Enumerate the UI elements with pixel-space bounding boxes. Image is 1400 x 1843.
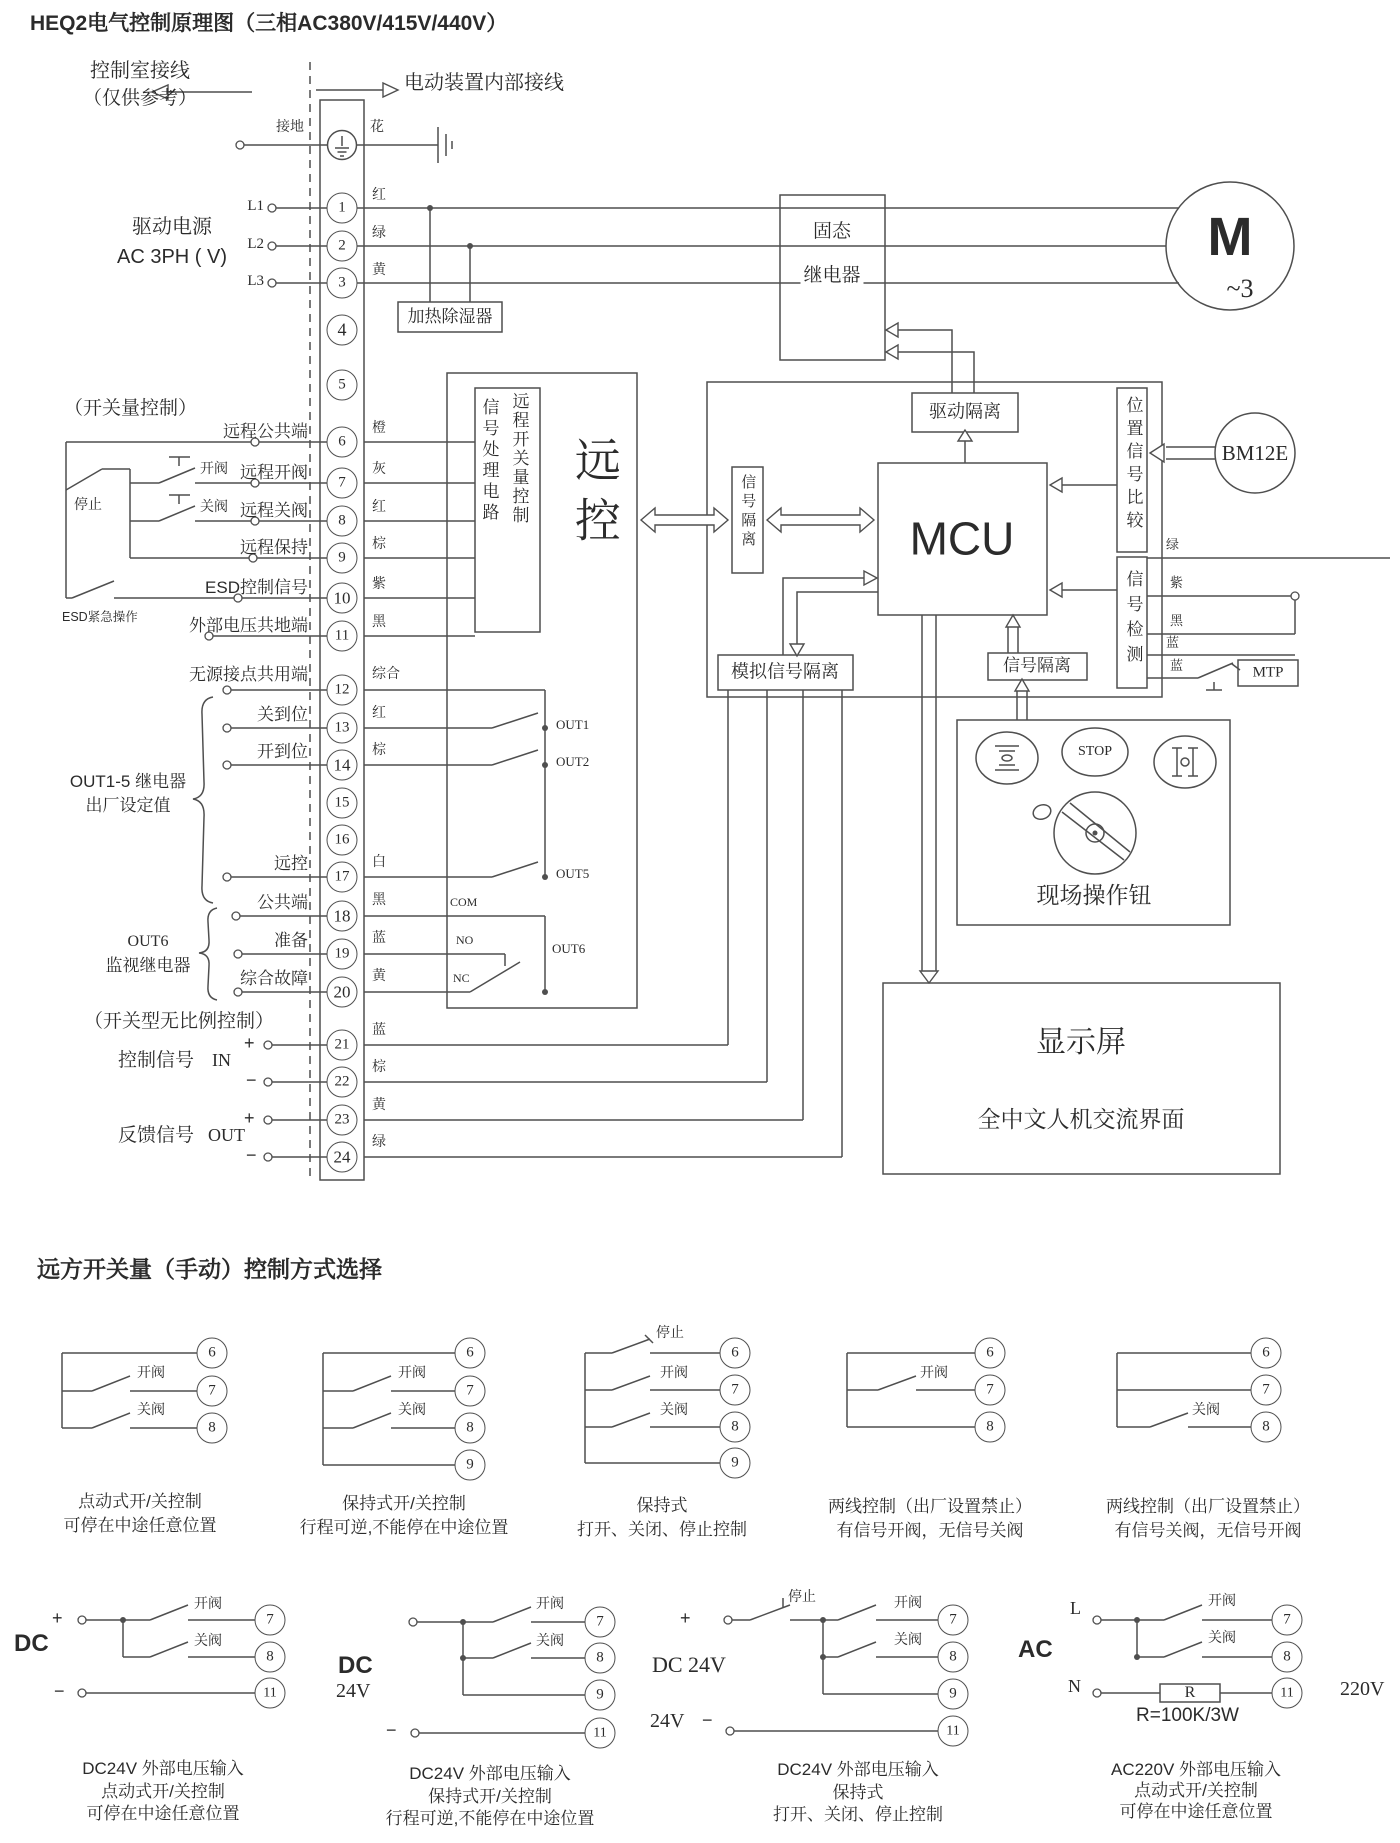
bm12e-label: BM12E <box>1221 440 1289 465</box>
supply-spec: AC 3PH ( V) <box>116 246 228 268</box>
device-wiring-note: 电动装置内部接线 <box>404 72 564 94</box>
label-t18: 公共端 <box>257 893 308 912</box>
wire-color-18: 黑 <box>372 891 386 907</box>
e3-t7: 7 <box>938 1605 969 1636</box>
e1-caption1: DC24V 外部电压输入 <box>82 1759 244 1778</box>
diagram-dc24-holdstop <box>732 1598 939 1731</box>
terminal-6: 6 <box>327 427 358 458</box>
contact-out6: OUT6 <box>552 941 586 956</box>
label-t11: 外部电压共地端 <box>189 616 308 635</box>
phase-l1: L1 <box>247 198 264 214</box>
label-t12: 无源接点共用端 <box>189 665 308 684</box>
d3-caption1: 保持式 <box>636 1496 688 1515</box>
signal-iso-h-label: 信号隔离 <box>1003 656 1071 676</box>
e4-caption1: AC220V 外部电压输入 <box>1110 1760 1282 1779</box>
selector-knob-icon <box>1031 792 1136 874</box>
d4-caption1: 两线控制（出厂设置禁止） <box>828 1497 1032 1516</box>
page-title: HEQ2电气控制原理图（三相AC380V/415V/440V） <box>30 12 508 35</box>
chassis-ground-icon <box>438 127 452 163</box>
diagram-jog <box>62 1353 198 1428</box>
motor-label: M <box>1207 206 1253 267</box>
ssr-label-1: 固态 <box>810 221 854 243</box>
wire-color-21: 蓝 <box>372 1021 386 1037</box>
right-arrow-icon <box>316 83 398 97</box>
d5-t8: 8 <box>1251 1412 1282 1443</box>
terminal-8: 8 <box>327 506 358 537</box>
terminal-20: 20 <box>327 977 358 1008</box>
out6-brace <box>199 908 217 1000</box>
terminal-5: 5 <box>327 370 358 401</box>
esd-switch-label: ESD紧急操作 <box>62 610 138 624</box>
det-color-purple: 紫 <box>1170 575 1184 590</box>
det-color-blue1: 蓝 <box>1166 635 1180 650</box>
plus-21: + <box>244 1033 255 1053</box>
room-wiring-note: 控制室接线 <box>90 60 190 82</box>
d2-t8: 8 <box>455 1413 486 1444</box>
e4-line-label: L <box>1070 1598 1081 1618</box>
wire-color-8: 红 <box>372 498 386 514</box>
det-color-black: 黑 <box>1170 613 1184 628</box>
e4-caption3: 可停在中途任意位置 <box>1119 1802 1273 1821</box>
diagram-dc24-jog <box>86 1605 256 1693</box>
d5-t7: 7 <box>1251 1375 1282 1406</box>
close-switch-label: 关阀 <box>200 498 228 514</box>
e3-caption1: DC24V 外部电压输入 <box>777 1760 939 1779</box>
remote-isolator-double-arrow <box>641 508 728 532</box>
remote-sw-ctl-label: 远程开关量控制 <box>509 392 529 525</box>
e4-neutral-label: N <box>1068 1676 1081 1696</box>
stop-switch-label: 停止 <box>74 496 102 512</box>
d3-close-label: 关阀 <box>660 1401 688 1417</box>
diagram-hold <box>323 1353 456 1465</box>
terminal-23: 23 <box>327 1105 358 1136</box>
out1-5-brace <box>193 697 213 903</box>
mcu-label: MCU <box>909 512 1015 565</box>
prop-section-label: （开关型无比例控制） <box>84 1011 275 1032</box>
d5-t6: 6 <box>1251 1338 1282 1369</box>
e3-open-label: 开阀 <box>894 1594 922 1610</box>
d3-open-label: 开阀 <box>660 1364 688 1380</box>
wire-color-22: 棕 <box>372 1058 386 1074</box>
stop-button-label: STOP <box>1078 743 1112 759</box>
e2-minus: − <box>386 1720 397 1740</box>
wire-color-10: 紫 <box>372 575 386 591</box>
wire-color-3: 黄 <box>372 261 386 277</box>
d2-t7: 7 <box>455 1376 486 1407</box>
open-switch-label: 开阀 <box>200 460 228 476</box>
label-t6: 远程公共端 <box>223 422 308 441</box>
e4-t8: 8 <box>1272 1642 1303 1673</box>
contact-out2: OUT2 <box>556 754 590 769</box>
label-t10: ESD控制信号 <box>205 578 308 597</box>
minus-24: − <box>246 1145 257 1165</box>
wire-color-23: 黄 <box>372 1096 386 1112</box>
d4-t7: 7 <box>975 1375 1006 1406</box>
fb-out-label: OUT <box>208 1125 245 1145</box>
d2-t6: 6 <box>455 1338 486 1369</box>
e1-minus: − <box>54 1681 65 1701</box>
e4-t7: 7 <box>1272 1605 1303 1636</box>
e2-t9: 9 <box>585 1680 616 1711</box>
contact-out5: OUT5 <box>556 866 590 881</box>
phase-l3: L3 <box>247 273 264 289</box>
fb-signal-label: 反馈信号 <box>118 1125 195 1146</box>
e2-t8: 8 <box>585 1643 616 1674</box>
d5-close-label: 关阀 <box>1192 1401 1220 1417</box>
poscmp-to-mcu-arrow <box>1050 478 1117 492</box>
d3-t8: 8 <box>720 1412 751 1443</box>
panel-label: 现场操作钮 <box>1036 882 1152 908</box>
terminal-21: 21 <box>327 1030 358 1061</box>
d4-caption2: 有信号开阀，无信号关阀 <box>836 1521 1024 1540</box>
terminal-4: 4 <box>327 315 358 346</box>
close-button-icon <box>1172 748 1198 776</box>
wire-color-9: 棕 <box>372 535 386 551</box>
section2-title: 远方开关量（手动）控制方式选择 <box>37 1256 382 1282</box>
e1-t11: 11 <box>255 1678 286 1709</box>
label-t13: 关到位 <box>257 705 308 724</box>
e2-t11: 11 <box>585 1718 616 1749</box>
e1-system-label: DC <box>14 1630 49 1657</box>
d1-open-label: 开阀 <box>137 1364 165 1380</box>
d3-caption2: 打开、关闭、停止控制 <box>577 1520 747 1539</box>
label-t17: 远控 <box>274 854 308 873</box>
e3-voltage-label: 24V <box>650 1710 685 1732</box>
label-t14: 开到位 <box>257 742 308 761</box>
e2-caption2: 保持式开/关控制 <box>428 1787 552 1806</box>
phase-l2: L2 <box>247 236 264 252</box>
terminal-14: 14 <box>327 750 358 781</box>
e4-open-label: 开阀 <box>1208 1592 1236 1608</box>
stop-branch <box>66 469 130 558</box>
d1-caption1: 点动式开/关控制 <box>78 1492 202 1511</box>
contact-out1: OUT1 <box>556 717 590 732</box>
mcu-to-drive-iso-arrow <box>958 430 972 463</box>
d5-caption2: 有信号关阀，无信号开阀 <box>1114 1521 1302 1540</box>
room-wiring-note2: （仅供参考） <box>82 88 198 109</box>
terminal-7: 7 <box>327 468 358 499</box>
diagram-dc24-hold <box>417 1607 586 1733</box>
e4-system-label: AC <box>1018 1636 1053 1663</box>
terminal-10: 10 <box>327 583 358 614</box>
e2-close-label: 关阀 <box>536 1632 564 1648</box>
d2-t9: 9 <box>455 1450 486 1481</box>
d3-t6: 6 <box>720 1338 751 1369</box>
e3-stop-label: 停止 <box>788 1588 816 1604</box>
heater-label: 加热除湿器 <box>407 307 493 327</box>
mtp-label: MTP <box>1252 664 1284 681</box>
analog-iso-label: 模拟信号隔离 <box>731 661 839 682</box>
terminal-24: 24 <box>327 1142 358 1173</box>
signal-process-label: 信号处理电路 <box>479 398 499 524</box>
minus-22: − <box>246 1070 257 1090</box>
d4-open-label: 开阀 <box>920 1364 948 1380</box>
wire-color-13: 红 <box>372 704 386 720</box>
e4-voltage-label: 220V <box>1340 1678 1385 1700</box>
wire-color-7: 灰 <box>372 460 386 476</box>
e3-plus: + <box>680 1608 691 1628</box>
terminal-17: 17 <box>327 862 358 893</box>
wire-color-6: 橙 <box>372 419 386 435</box>
e3-t9: 9 <box>938 1679 969 1710</box>
d5-caption1: 两线控制（出厂设置禁止） <box>1106 1497 1310 1516</box>
d4-t8: 8 <box>975 1412 1006 1443</box>
out6-group-label2: 监视继电器 <box>105 956 191 975</box>
terminal-16: 16 <box>327 825 358 856</box>
terminal-11: 11 <box>327 621 358 652</box>
contact-com: COM <box>450 895 478 909</box>
d1-close-label: 关阀 <box>137 1401 165 1417</box>
display-label: 显示屏 <box>1036 1026 1126 1059</box>
e1-t8: 8 <box>255 1642 286 1673</box>
d1-t7: 7 <box>197 1376 228 1407</box>
analog-iso-mcu-arrows <box>783 571 878 656</box>
terminal-3: 3 <box>327 268 358 299</box>
e3-caption2: 保持式 <box>832 1783 884 1802</box>
wire-color-2: 绿 <box>372 224 386 240</box>
plus-23: + <box>244 1108 255 1128</box>
panel-to-sigiso-arrow <box>1015 679 1029 720</box>
e1-caption3: 可停在中途任意位置 <box>86 1804 240 1823</box>
mtp-switch <box>1147 663 1240 690</box>
e1-close-label: 关阀 <box>194 1632 222 1648</box>
out15-group-label1: OUT1-5 继电器 <box>69 772 187 791</box>
e4-resistor-label: R <box>1184 1683 1196 1701</box>
d1-t6: 6 <box>197 1338 228 1369</box>
det-color-green: 绿 <box>1166 537 1180 552</box>
e3-system-label: DC 24V <box>652 1652 726 1677</box>
e3-close-label: 关阀 <box>894 1631 922 1647</box>
out15-group-label2: 出厂设定值 <box>85 796 171 815</box>
out6-group-label1: OUT6 <box>127 933 169 950</box>
mcu-to-display-arrow <box>920 615 938 983</box>
e1-caption2: 点动式开/关控制 <box>101 1782 225 1801</box>
d3-stop-label: 停止 <box>656 1324 684 1340</box>
e4-resistor-value: R=100K/3W <box>1136 1705 1239 1726</box>
signal-iso-v-label: 信号隔离 <box>739 474 757 550</box>
e4-t11: 11 <box>1272 1678 1303 1709</box>
wire-color-12: 综合 <box>372 665 400 681</box>
label-t20: 综合故障 <box>240 969 308 988</box>
d3-t9: 9 <box>720 1448 751 1479</box>
e3-caption3: 打开、关闭、停止控制 <box>773 1805 943 1824</box>
d2-caption2: 行程可逆,不能停在中途位置 <box>299 1518 509 1537</box>
wire-color-14: 棕 <box>372 741 386 757</box>
display-box <box>883 983 1280 1174</box>
bm12e-to-poscmp-arrow <box>1150 444 1215 462</box>
ground-wire-color: 花 <box>370 118 384 134</box>
wire-color-1: 红 <box>372 186 386 202</box>
ctrl-in-label: IN <box>212 1050 231 1070</box>
label-t19: 准备 <box>274 931 308 950</box>
e2-system-label: DC <box>338 1652 373 1679</box>
e3-t8: 8 <box>938 1642 969 1673</box>
ground-terminal-icon <box>328 131 357 160</box>
sigiso-to-mcu-arrow <box>1006 615 1020 653</box>
wire-color-19: 蓝 <box>372 929 386 945</box>
e1-plus: + <box>52 1608 63 1628</box>
d3-t7: 7 <box>720 1375 751 1406</box>
wire-color-24: 绿 <box>372 1133 386 1149</box>
isolator-mcu-double-arrow <box>767 508 874 532</box>
pos-compare-label: 位置信号比较 <box>1123 396 1143 534</box>
d2-caption1: 保持式开/关控制 <box>342 1494 466 1513</box>
e3-t11: 11 <box>938 1716 969 1747</box>
d4-t6: 6 <box>975 1338 1006 1369</box>
diagram-twowire-close <box>1117 1353 1252 1427</box>
e2-voltage-label: 24V <box>336 1680 371 1702</box>
e1-t7: 7 <box>255 1605 286 1636</box>
e2-t7: 7 <box>585 1607 616 1638</box>
e2-open-label: 开阀 <box>536 1595 564 1611</box>
terminal-13: 13 <box>327 713 358 744</box>
e2-caption3: 行程可逆,不能停在中途位置 <box>385 1809 595 1828</box>
motor-phase: ~3 <box>1226 274 1254 304</box>
terminal-22: 22 <box>327 1067 358 1098</box>
open-button <box>976 732 1038 784</box>
wire-color-11: 黑 <box>372 613 386 629</box>
sigdet-to-mcu-arrow <box>1050 583 1117 597</box>
label-t8: 远程关阀 <box>240 501 308 520</box>
diagram-twowire-open <box>847 1353 976 1427</box>
label-t9: 远程保持 <box>240 538 308 557</box>
ssr-label-2: 继电器 <box>800 265 863 287</box>
display-sub-label: 全中文人机交流界面 <box>977 1106 1185 1132</box>
e1-open-label: 开阀 <box>194 1595 222 1611</box>
label-t7: 远程开阀 <box>240 463 308 482</box>
contact-no: NO <box>456 933 474 947</box>
d1-t8: 8 <box>197 1413 228 1444</box>
open-button-icon <box>995 746 1019 770</box>
wire-color-20: 黄 <box>372 967 386 983</box>
switch-section-label: （开关量控制） <box>64 398 198 419</box>
d2-open-label: 开阀 <box>398 1364 426 1380</box>
terminal-19: 19 <box>327 939 358 970</box>
terminal-9: 9 <box>327 543 358 574</box>
det-color-blue2: 蓝 <box>1170 658 1184 673</box>
terminal-18: 18 <box>327 901 358 932</box>
diagram-hold-stop <box>585 1335 721 1463</box>
drive-iso-label: 驱动隔离 <box>929 401 1001 422</box>
terminal-2: 2 <box>327 231 358 262</box>
signal-detect-label: 信号检测 <box>1123 570 1143 670</box>
close-button <box>1154 736 1216 788</box>
e4-close-label: 关阀 <box>1208 1629 1236 1645</box>
d1-caption2: 可停在中途任意位置 <box>63 1516 217 1535</box>
ground-label: 接地 <box>276 118 304 134</box>
ctrl-signal-label: 控制信号 <box>118 1050 195 1071</box>
wire-color-17: 白 <box>372 853 386 869</box>
contact-nc: NC <box>453 971 470 985</box>
remote-big-label: 远控 <box>568 436 621 556</box>
e3-minus: − <box>702 1710 713 1730</box>
terminal-1: 1 <box>327 193 358 224</box>
terminal-15: 15 <box>327 788 358 819</box>
terminal-12: 12 <box>327 675 358 706</box>
e2-caption1: DC24V 外部电压输入 <box>409 1764 571 1783</box>
d2-close-label: 关阀 <box>398 1401 426 1417</box>
e4-caption2: 点动式开/关控制 <box>1134 1781 1258 1800</box>
supply-name: 驱动电源 <box>132 216 212 238</box>
